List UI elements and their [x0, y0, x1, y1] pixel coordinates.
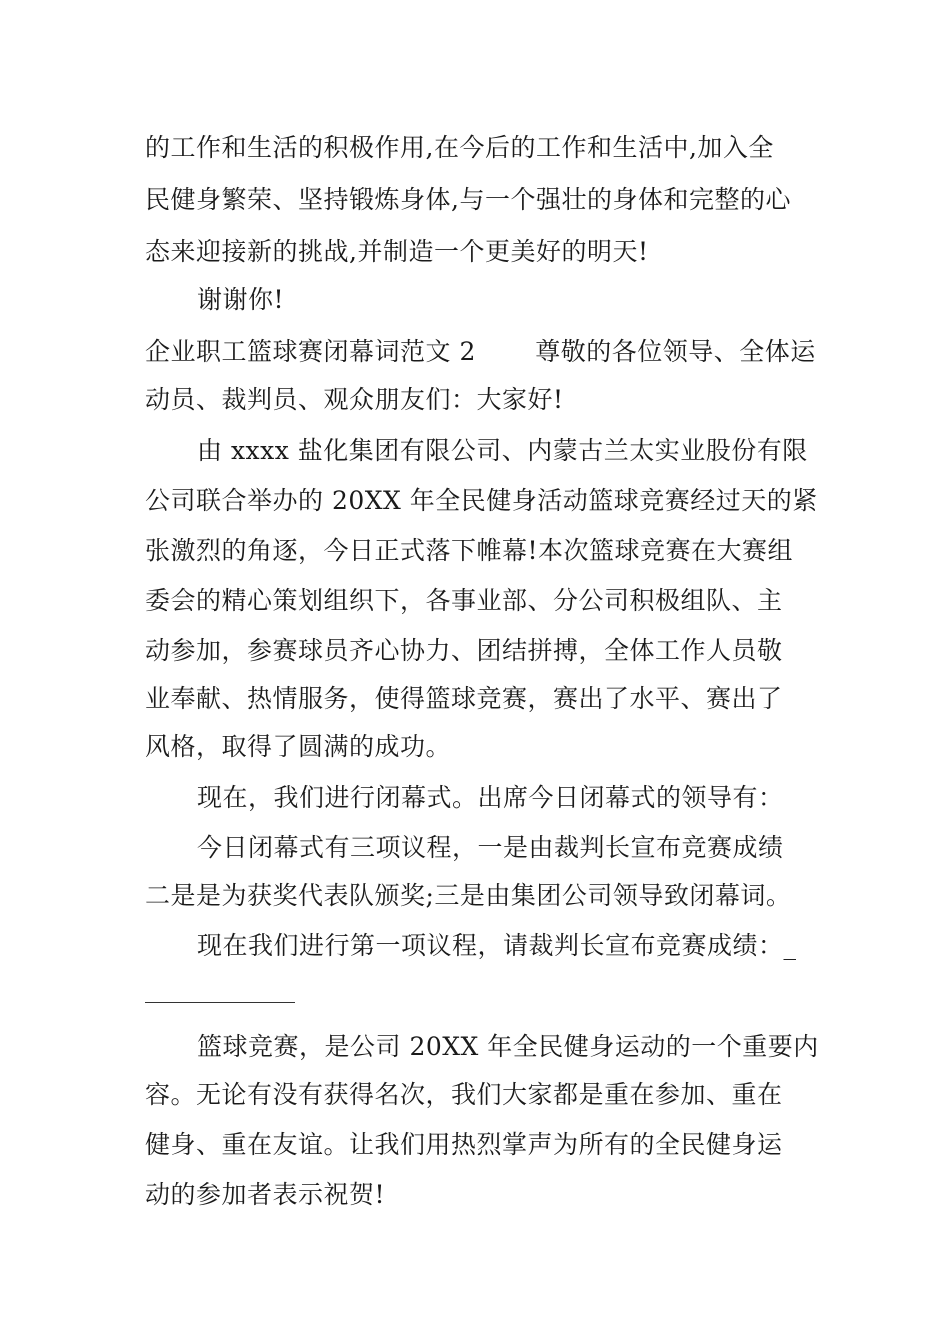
- paragraph-line: 今日闭幕式有三项议程，一是由裁判长宣布竞赛成绩: [197, 833, 784, 862]
- section-title-line: 企业职工篮球赛闭幕词范文 2 尊敬的各位领导、全体运: [145, 337, 816, 366]
- paragraph-line: 现在我们进行第一项议程，请裁判长宣布竞赛成绩：_: [197, 931, 797, 960]
- paragraph-line: 民健身繁荣、坚持锻炼身体,与一个强壮的身体和完整的心: [145, 185, 791, 214]
- paragraph-line: 由 xxxx 盐化集团有限公司、内蒙古兰太实业股份有限: [197, 436, 808, 465]
- paragraph-line: 的工作和生活的积极作用,在今后的工作和生活中,加入全: [145, 133, 774, 162]
- paragraph-line: 态来迎接新的挑战,并制造一个更美好的明天!: [145, 237, 649, 266]
- paragraph-line: 公司联合举办的 20XX 年全民健身活动篮球竞赛经过天的紧: [145, 486, 818, 515]
- thanks-line: 谢谢你!: [197, 285, 285, 314]
- paragraph-line: 委会的精心策划组织下，各事业部、分公司积极组队、主: [145, 586, 783, 615]
- paragraph-line: 风格，取得了圆满的成功。: [145, 732, 452, 761]
- fill-in-blank-rule: [145, 1002, 295, 1003]
- paragraph-line: 动参加，参赛球员齐心协力、团结拼搏，全体工作人员敬: [145, 636, 783, 665]
- paragraph-line: 动员、裁判员、观众朋友们：大家好!: [145, 385, 564, 414]
- paragraph-line: 篮球竞赛，是公司 20XX 年全民健身运动的一个重要内: [197, 1032, 819, 1061]
- paragraph-line: 张激烈的角逐，今日正式落下帷幕!本次篮球竞赛在大赛组: [145, 536, 794, 565]
- paragraph-line: 容。无论有没有获得名次，我们大家都是重在参加、重在: [145, 1080, 783, 1109]
- paragraph-line: 二是是为获奖代表队颁奖;三是由集团公司领导致闭幕词。: [145, 881, 792, 910]
- paragraph-line: 现在，我们进行闭幕式。出席今日闭幕式的领导有：: [197, 783, 784, 812]
- paragraph-line: 业奉献、热情服务，使得篮球竞赛，赛出了水平、赛出了: [145, 684, 783, 713]
- paragraph-line: 动的参加者表示祝贺!: [145, 1180, 386, 1209]
- paragraph-line: 健身、重在友谊。让我们用热烈掌声为所有的全民健身运: [145, 1130, 783, 1159]
